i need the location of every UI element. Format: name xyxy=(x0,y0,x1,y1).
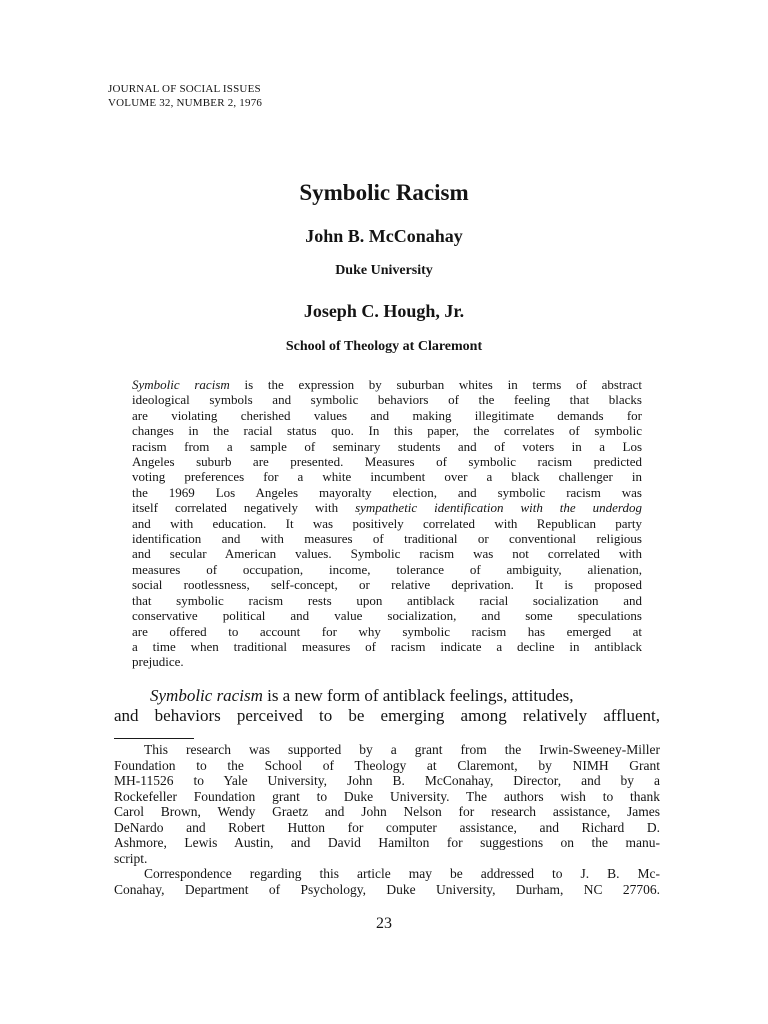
footnote-line: script. xyxy=(114,850,148,866)
author-affiliation: Duke University xyxy=(335,263,433,278)
journal-name: JOURNAL OF SOCIAL ISSUES xyxy=(108,83,261,95)
body-line: and behaviors perceived to be emerging among relatively affluent, xyxy=(114,706,660,725)
footnote-line: Rockefeller Foundation grant to Duke University. The authors wish to thank xyxy=(114,788,660,804)
body-text xyxy=(114,686,660,726)
page-number: 23 xyxy=(376,915,392,932)
abstract-line: a time when traditional measures of racism indicate a decline in antiblack xyxy=(132,638,642,654)
abstract-line: and with education. It was positively correlated with Republican party xyxy=(132,515,642,531)
footnote-line: Correspondence regarding this article may be addressed to J. B. Mc- xyxy=(144,866,660,881)
footnote-line: Conahay, Department of Psychology, Duke University, Durham, NC 27706. xyxy=(114,881,660,897)
footnote-divider xyxy=(114,738,194,739)
emphasis-text: sympathetic identification with the underdog xyxy=(355,500,642,516)
abstract-line: ideological symbols and symbolic behaviors of the feeling that blacks xyxy=(132,392,642,408)
abstract-line: conservative political and value socialization, and some speculations xyxy=(132,608,642,624)
abstract-line: and secular American values. Symbolic racism was not correlated with xyxy=(132,546,642,562)
abstract-line: that symbolic racism rests upon antiblack racial socialization and xyxy=(132,592,642,608)
emphasis-text: Symbolic racism xyxy=(132,377,230,392)
abstract-line: Angeles suburb are presented. Measures of symbolic racism predicted xyxy=(132,454,642,470)
abstract-line: itself correlated negatively with sympathetic identification with the underdog xyxy=(132,500,642,516)
author-affiliation: School of Theology at Claremont xyxy=(285,339,483,354)
abstract-line: identification and with measures of traditional or conventional religious xyxy=(132,531,642,547)
emphasis-text: Symbolic racism xyxy=(150,686,263,705)
abstract-line: changes in the racial status quo. In this paper, the correlates of symbolic xyxy=(132,423,642,439)
article-title: Symbolic Racism xyxy=(299,180,469,205)
abstract-line: prejudice. xyxy=(132,654,184,670)
footnote-line: Ashmore, Lewis Austin, and David Hamilton for suggestions on the manu- xyxy=(114,835,660,850)
abstract-line: measures of occupation, income, tolerance of ambiguity, alienation, xyxy=(132,561,642,577)
footnote-line: MH-11526 to Yale University, John B. McConahay, Director, and by a xyxy=(114,773,660,788)
journal-header xyxy=(108,82,262,110)
footnote-line: This research was supported by a grant from the Irwin-Sweeney-Miller xyxy=(144,742,660,757)
body-line: Symbolic racism is a new form of antiblack feelings, attitudes, xyxy=(150,686,574,705)
abstract-line: voting preferences for a white incumbent over a black challenger in xyxy=(132,469,642,485)
footnote-line: Carol Brown, Wendy Graetz and John Nelson for research assistance, James xyxy=(114,804,660,819)
abstract-line: are violating cherished values and making illegitimate demands for xyxy=(132,407,642,423)
abstract xyxy=(132,377,642,670)
journal-volume: VOLUME 32, NUMBER 2, 1976 xyxy=(108,97,263,109)
abstract-line: are offered to account for why symbolic racism has emerged at xyxy=(132,623,642,639)
author-name: Joseph C. Hough, Jr. xyxy=(303,301,465,321)
abstract-line: the 1969 Los Angeles mayoralty election, and symbolic racism was xyxy=(132,484,642,500)
footnote-line: Foundation to the School of Theology at Claremont, by NIMH Grant xyxy=(114,757,660,773)
abstract-line: racism from a sample of seminary students and of voters in a Los xyxy=(132,438,642,454)
abstract-line: Symbolic racism is the expression by suburban whites in terms of abstract xyxy=(132,377,642,392)
abstract-line: social rootlessness, self-concept, or relative deprivation. It is proposed xyxy=(132,577,642,593)
author-name: John B. McConahay xyxy=(305,226,463,246)
footnote-line: DeNardo and Robert Hutton for computer assistance, and Richard D. xyxy=(114,819,660,835)
footnotes xyxy=(114,742,660,897)
